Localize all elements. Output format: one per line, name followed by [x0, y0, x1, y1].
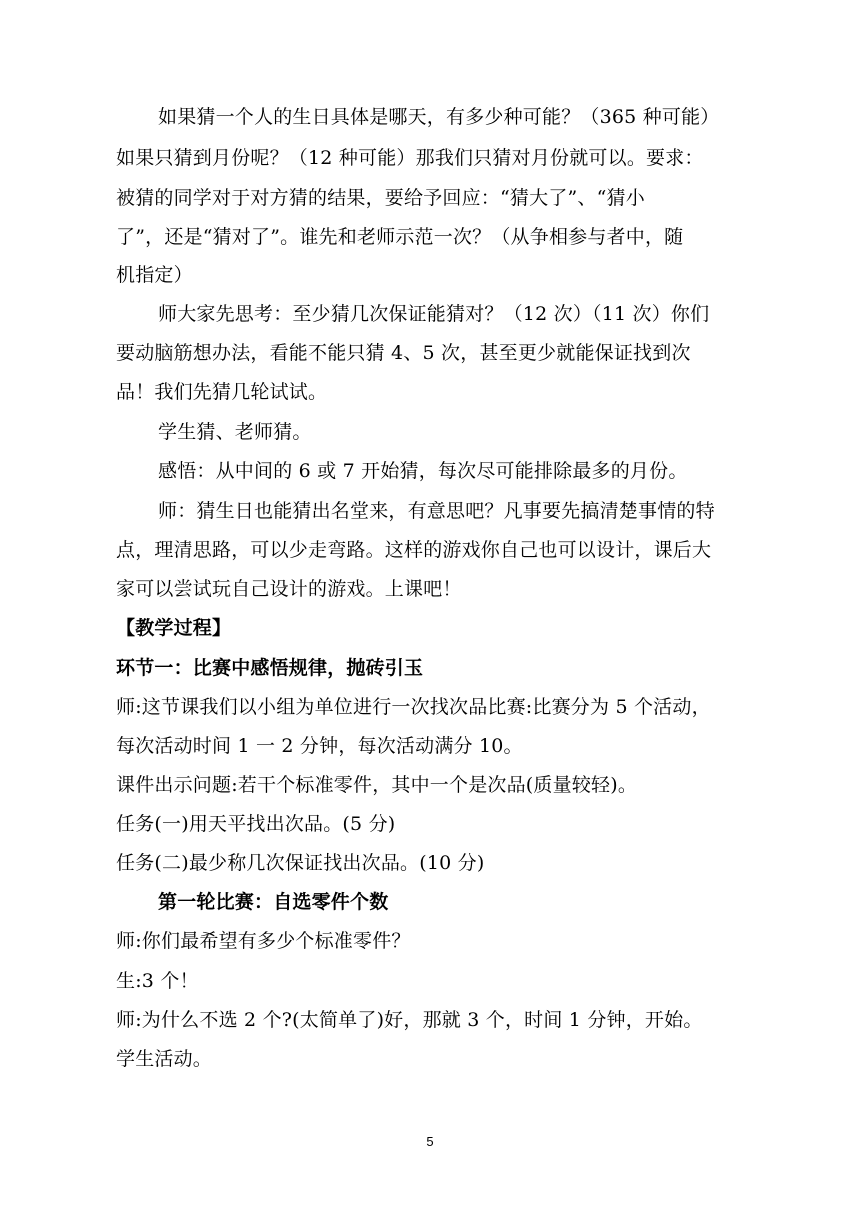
paragraph-line: 生:3 个！: [116, 970, 199, 992]
section-heading: 【教学过程】: [116, 617, 232, 639]
paragraph-line: 要动脑筋想办法，看能不能只猜 4、5 次，甚至更少就能保证找到次: [116, 342, 691, 364]
paragraph-line: 师:这节课我们以小组为单位进行一次找次品比赛:比赛分为 5 个活动，: [116, 696, 711, 718]
paragraph-line: 点，理清思路，可以少走弯路。这样的游戏你自己也可以设计，课后大: [116, 539, 712, 561]
paragraph-line: 机指定）: [116, 264, 193, 286]
subsection-heading: 环节一：比赛中感悟规律，抛砖引玉: [116, 657, 424, 679]
paragraph-line: 师：猜生日也能猜出名堂来，有意思吧？凡事要先搞清楚事情的特: [158, 500, 715, 522]
paragraph-line: 学生活动。: [116, 1048, 213, 1070]
paragraph-line: 师:为什么不选 2 个?(太简单了)好，那就 3 个，时间 1 分钟，开始。: [116, 1009, 703, 1031]
paragraph-line: 如果猜一个人的生日具体是哪天，有多少种可能？（365 种可能）: [158, 106, 720, 128]
paragraph-line: 学生猜、老师猜。: [158, 421, 312, 443]
paragraph-line: 如果只猜到月份呢？（12 种可能）那我们只猜对月份就可以。要求：: [116, 147, 704, 169]
paragraph-line: 了”，还是“猜对了”。谁先和老师示范一次？（从争相参与者中，随: [116, 226, 684, 248]
paragraph-line: 品！我们先猜几轮试试。: [116, 381, 328, 403]
round-heading: 第一轮比赛：自选零件个数: [158, 891, 389, 913]
paragraph-line: 被猜的同学对于对方猜的结果，要给予回应：“猜大了”、“猜小: [116, 187, 645, 209]
paragraph-line: 每次活动时间 1 一 2 分钟，每次活动满分 10。: [116, 735, 523, 757]
page-number: 5: [426, 1134, 434, 1149]
paragraph-line: 任务(二)最少称几次保证找出次品。(10 分): [116, 852, 485, 874]
paragraph-line: 师:你们最希望有多少个标准零件？: [116, 930, 411, 952]
paragraph-line: 师大家先思考：至少猜几次保证能猜对？（12 次）（11 次）你们: [158, 303, 710, 325]
paragraph-line: 感悟：从中间的 6 或 7 开始猜，每次尽可能排除最多的月份。: [158, 460, 688, 482]
paragraph-line: 任务(一)用天平找出次品。(5 分): [116, 813, 396, 835]
paragraph-line: 家可以尝试玩自己设计的游戏。上课吧！: [116, 578, 462, 600]
paragraph-line: 课件出示问题:若干个标准零件，其中一个是次品(质量较轻)。: [116, 774, 638, 796]
